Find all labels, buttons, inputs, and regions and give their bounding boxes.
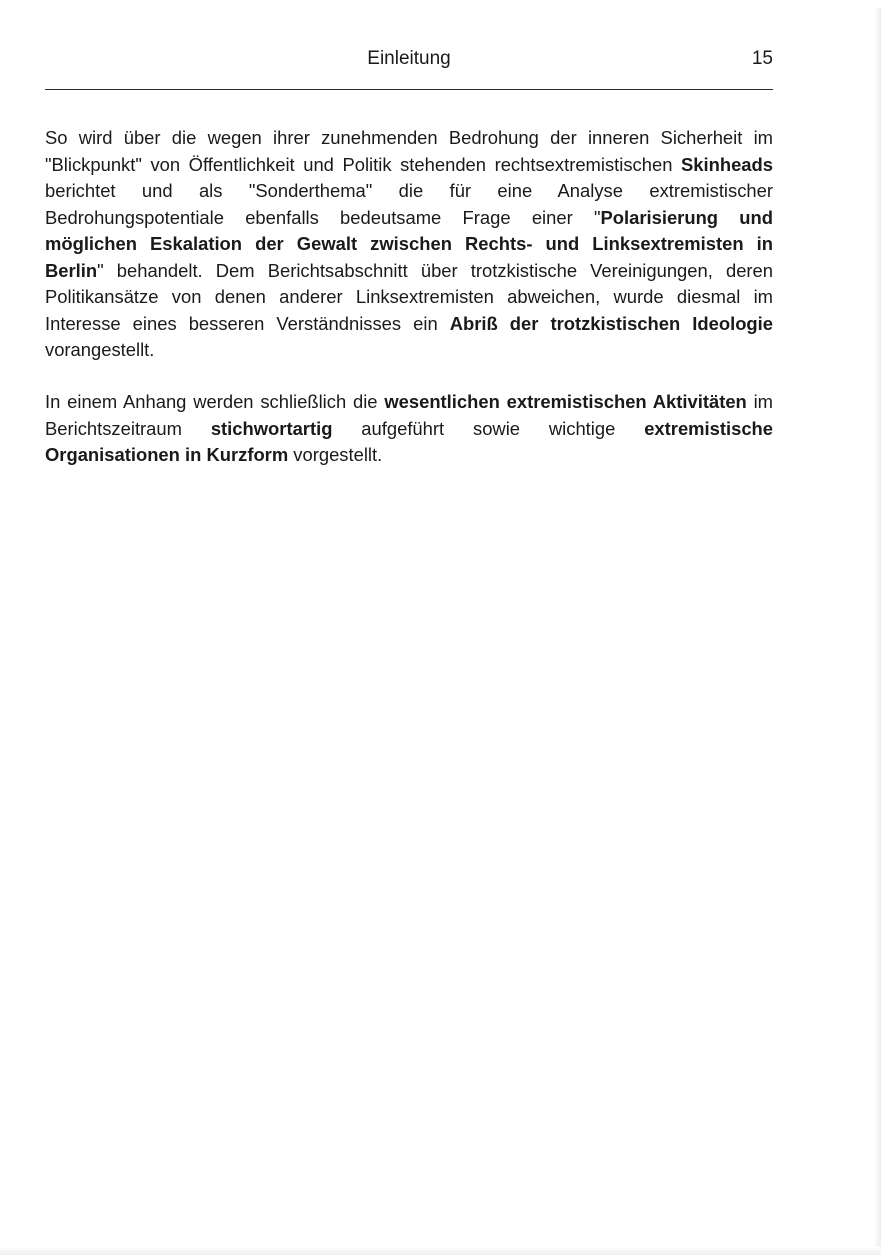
paragraph-2-bold-3: extremistische Organisationen in Kurzform bbox=[45, 417, 774, 465]
paragraph-1-bold-1: Skinheads bbox=[681, 153, 773, 175]
paragraph-1-text-4: vorangestellt. bbox=[45, 339, 155, 360]
paragraph-1-bold-2: Polarisierung und möglichen Eskalation der Gewalt zwischen Rechts- und Linksextremisten in Berlin bbox=[45, 206, 773, 281]
paragraph-1 bbox=[45, 125, 773, 364]
paragraph-1-text-3: " behandelt. Dem Berichtsabschnitt über trotzkistische Vereinigungen, deren Politikansätze von denen anderer Linksextremisten abweichen, wurde diesmal im Interesse eines besseren Verständnisses ein bbox=[45, 259, 773, 334]
paragraph-2-bold-1: wesentlichen extremistischen Aktivitäten bbox=[384, 391, 747, 412]
page-header bbox=[45, 48, 773, 74]
paragraph-1-text-1: So wird über die wegen ihrer zunehmenden Bedrohung der inneren Sicherheit im "Blickpunkt" von Öffentlichkeit und Politik stehenden rechtsextremistischen bbox=[45, 127, 773, 175]
paragraph-2-bold-2: stichwortartig bbox=[210, 417, 333, 439]
paragraph-2-text-4: vorgestellt. bbox=[288, 444, 383, 465]
paragraph-1-text-2: berichtet und als "Sonderthema" die für eine Analyse extremistischer Bedrohungspotentiale ebenfalls bedeutsame Frage einer " bbox=[45, 180, 773, 228]
paragraph-1-bold-3: Abriß der trotzkistischen Ideologie bbox=[449, 312, 773, 334]
paragraph-2-text-3: aufgeführt sowie wichtige bbox=[332, 417, 645, 439]
page-number: 15 bbox=[751, 48, 773, 69]
paragraph-2-text-2: im Berichtszeitraum bbox=[45, 391, 774, 439]
scan-edge-right bbox=[874, 8, 881, 1248]
scan-edge-bottom bbox=[0, 1247, 881, 1255]
paragraph-2-text-1: In einem Anhang werden schließlich die bbox=[45, 391, 385, 412]
chapter-title: Einleitung bbox=[367, 48, 451, 69]
paragraph-2 bbox=[45, 389, 773, 469]
header-divider bbox=[45, 89, 773, 90]
